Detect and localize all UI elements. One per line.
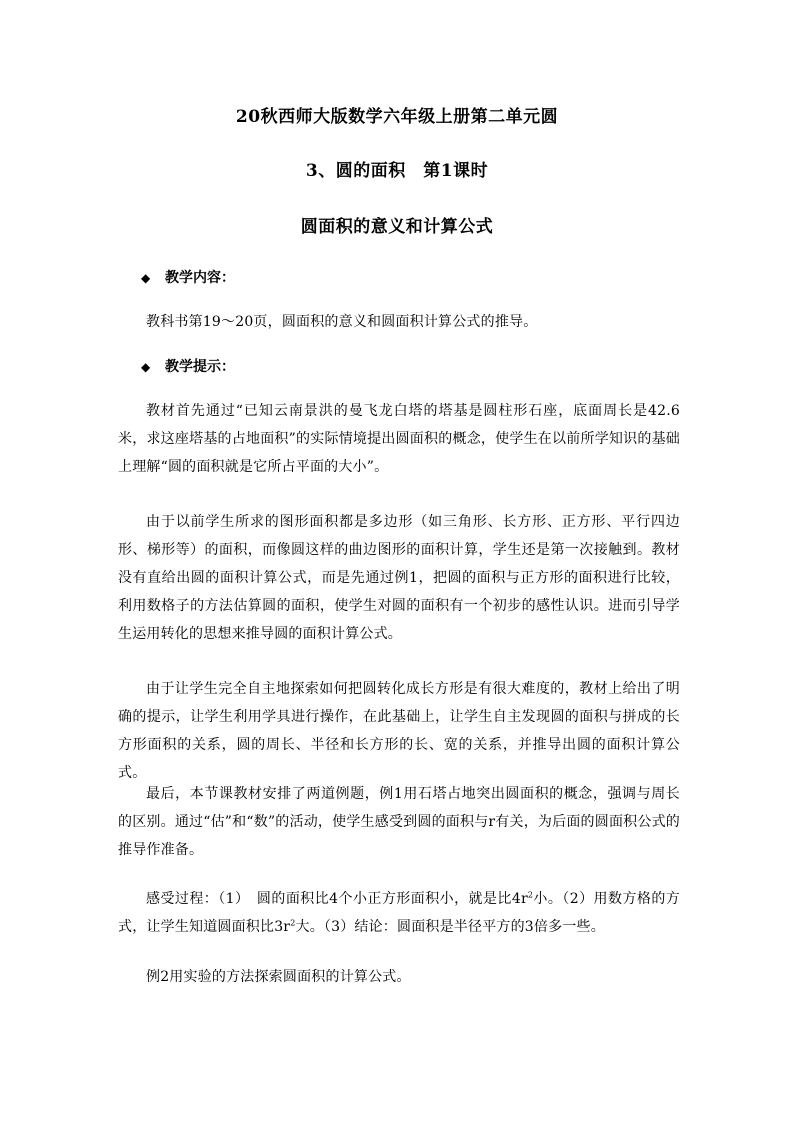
content-paragraph: 教科书第19～20页，圆面积的意义和圆面积计算公式的推导。 [146, 314, 538, 330]
tips-paragraph: 由于让学生完全自主地探索如何把圆转化成长方形是有很大难度的，教材上给出了明确的提示，让学生利用学具进行操作，在此基础上，让学生自主发现圆的面积与拼成的长方形面积的关系，圆的周长、半径和长方形的长、宽的关系，并推导出圆的面积计算公式。 [118, 681, 680, 781]
tips-paragraph: 最后，本节课教材安排了两道例题，例1用石塔占地突出圆面积的概念，强调与周长的区别。通过“估”和“数”的活动，使学生感受到圆的面积与r有关，为后面的圆面积公式的推导作准备。 [118, 786, 680, 858]
process-text-1: 感受过程：（1） 圆的面积比4个小正方形面积小，就是比4r [146, 891, 528, 907]
section-heading-label: 教学提示： [165, 359, 235, 375]
section-heading-label: 教学内容： [165, 270, 235, 286]
tips-paragraph: 由于以前学生所求的图形面积都是多边形（如三角形、长方形、正方形、平行四边形、梯形等）的面积，而像圆这样的曲边图形的面积计算，学生还是第一次接触到。教材没有直给出圆的面积计算公式，而是先通过例1，把圆的面积与正方形的面积进行比较，利用数格子的方法估算圆的面积，使学生对圆的面积有一个初步的感性认识。进而引导学生运用转化的思想来推导圆的面积计算公式。 [118, 514, 680, 642]
superscript-2: 2 [290, 918, 296, 928]
diamond-bullet-icon: ◆ [141, 271, 151, 285]
topic-title: 圆面积的意义和计算公式 [300, 217, 494, 237]
process-text-2: 小。（2）用数方格的方式，让学生知道圆面积比3r [118, 891, 680, 935]
process-text-3: 大。（3）结论：圆面积是半径平方的3倍多一些。 [295, 919, 605, 935]
process-paragraph [118, 885, 680, 941]
tips-paragraph: 教材首先通过“已知云南景洪的曼飞龙白塔的塔基是圆柱形石座，底面周长是42.6米，求这座塔基的占地面积”的实际情境提出圆面积的概念，使学生在以前所学知识的基础上理解“圆的面积就是它所占平面的大小”。 [118, 403, 680, 475]
section-heading-content [141, 268, 235, 288]
section-heading-tips [141, 357, 235, 377]
document-title: 20秋西师大版数学六年级上册第二单元圆 [235, 107, 559, 127]
superscript-2: 2 [527, 890, 534, 900]
diamond-bullet-icon: ◆ [141, 360, 151, 374]
lesson-title: 3、圆的面积 第1课时 [305, 161, 489, 181]
example2-paragraph: 例2用实验的方法探索圆面积的计算公式。 [146, 969, 411, 985]
